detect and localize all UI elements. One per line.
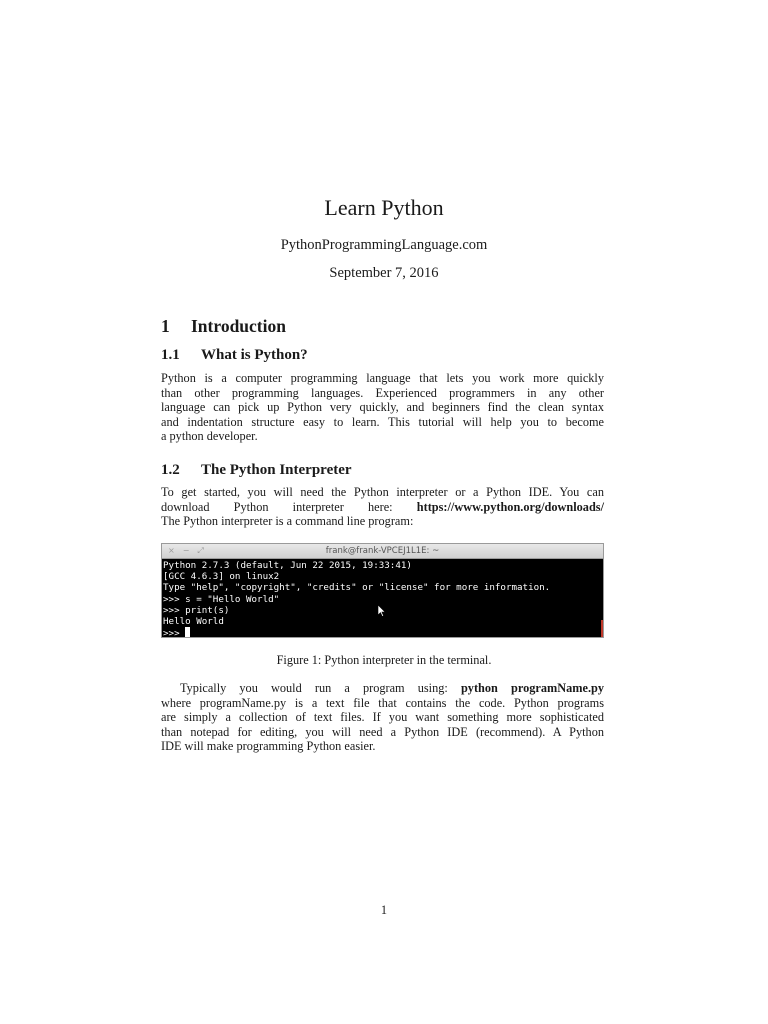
terminal-line: >>> print(s) xyxy=(163,604,230,616)
terminal-line: Hello World xyxy=(163,615,224,627)
subsection-number: 1.2 xyxy=(161,462,180,478)
paragraph-line: IDE will make programming Python easier. xyxy=(161,739,376,754)
terminal-screenshot xyxy=(161,543,604,638)
section-heading-introduction xyxy=(161,314,286,338)
terminal-prompt-line xyxy=(163,627,603,638)
subsection-number: 1.1 xyxy=(161,347,180,363)
subsection-heading-what-is-python xyxy=(161,345,308,365)
paragraph-line: are simply a collection of text files. If you want something more sophisticated xyxy=(161,710,604,725)
paragraph-line: than notepad for editing, you will need a Python IDE (recommend). A Python xyxy=(161,724,604,739)
terminal-line: [GCC 4.6.3] on linux2 xyxy=(163,571,280,583)
document-title: Learn Python xyxy=(324,195,444,220)
terminal-titlebar xyxy=(162,544,603,559)
subsection-title: What is Python? xyxy=(201,347,308,363)
paragraph-line: a python developer. xyxy=(161,429,258,444)
figure-caption: Figure 1: Python interpreter in the terminal. xyxy=(276,653,492,667)
paragraph-text: Typically you would run a program using: xyxy=(180,681,448,695)
closing-paragraph xyxy=(161,681,604,754)
paragraph-line: language can pick up Python very quickly, and beginners find the clean syntax xyxy=(161,400,604,415)
terminal-prompt: >>> xyxy=(163,628,186,638)
paragraph-line: Python is a computer programming language that lets you work more quickly xyxy=(161,371,604,385)
paragraph-line: The Python interpreter is a command line program: xyxy=(161,514,414,529)
terminal-output xyxy=(162,559,603,638)
run-command-code: python programName.py xyxy=(460,681,605,695)
paragraph-line: than other programming languages. Experienced programmers in any other xyxy=(161,385,604,400)
subsection-title: The Python Interpreter xyxy=(201,462,352,478)
close-icon: × xyxy=(168,546,175,555)
section-number: 1 xyxy=(161,316,170,336)
section-title: Introduction xyxy=(191,316,286,336)
paragraph-line-with-link xyxy=(161,500,604,515)
terminal-cursor xyxy=(185,627,190,637)
page-number: 1 xyxy=(380,903,388,917)
subsection-heading-python-interpreter xyxy=(161,460,352,480)
document-date: September 7, 2016 xyxy=(329,265,439,281)
what-is-python-paragraph xyxy=(161,371,604,444)
paragraph-line: To get started, you will need the Python interpreter or a Python IDE. You can xyxy=(161,485,604,499)
terminal-line: Type "help", "copyright", "credits" or "license" for more information. xyxy=(163,582,551,594)
maximize-icon: ⤢ xyxy=(197,546,204,555)
python-interpreter-paragraph xyxy=(161,485,604,529)
paragraph-line: and indentation structure easy to learn. This tutorial will help you to become xyxy=(161,414,604,429)
paragraph-text: download Python interpreter here: xyxy=(161,499,393,514)
terminal-line: Python 2.7.3 (default, Jun 22 2015, 19:33:41) xyxy=(163,560,412,571)
terminal-line: >>> s = "Hello World" xyxy=(163,593,280,605)
minimize-icon: − xyxy=(182,546,190,555)
terminal-window-title: frank@frank-VPCEJ1L1E: ~ xyxy=(325,546,440,556)
python-downloads-link[interactable]: https://www.python.org/downloads/ xyxy=(416,499,604,514)
paragraph-line: where programName.py is a text file that contains the code. Python programs xyxy=(161,695,604,710)
terminal-scrollbar xyxy=(601,620,603,637)
paragraph-line-with-code xyxy=(161,681,604,696)
document-author: PythonProgrammingLanguage.com xyxy=(280,237,488,253)
